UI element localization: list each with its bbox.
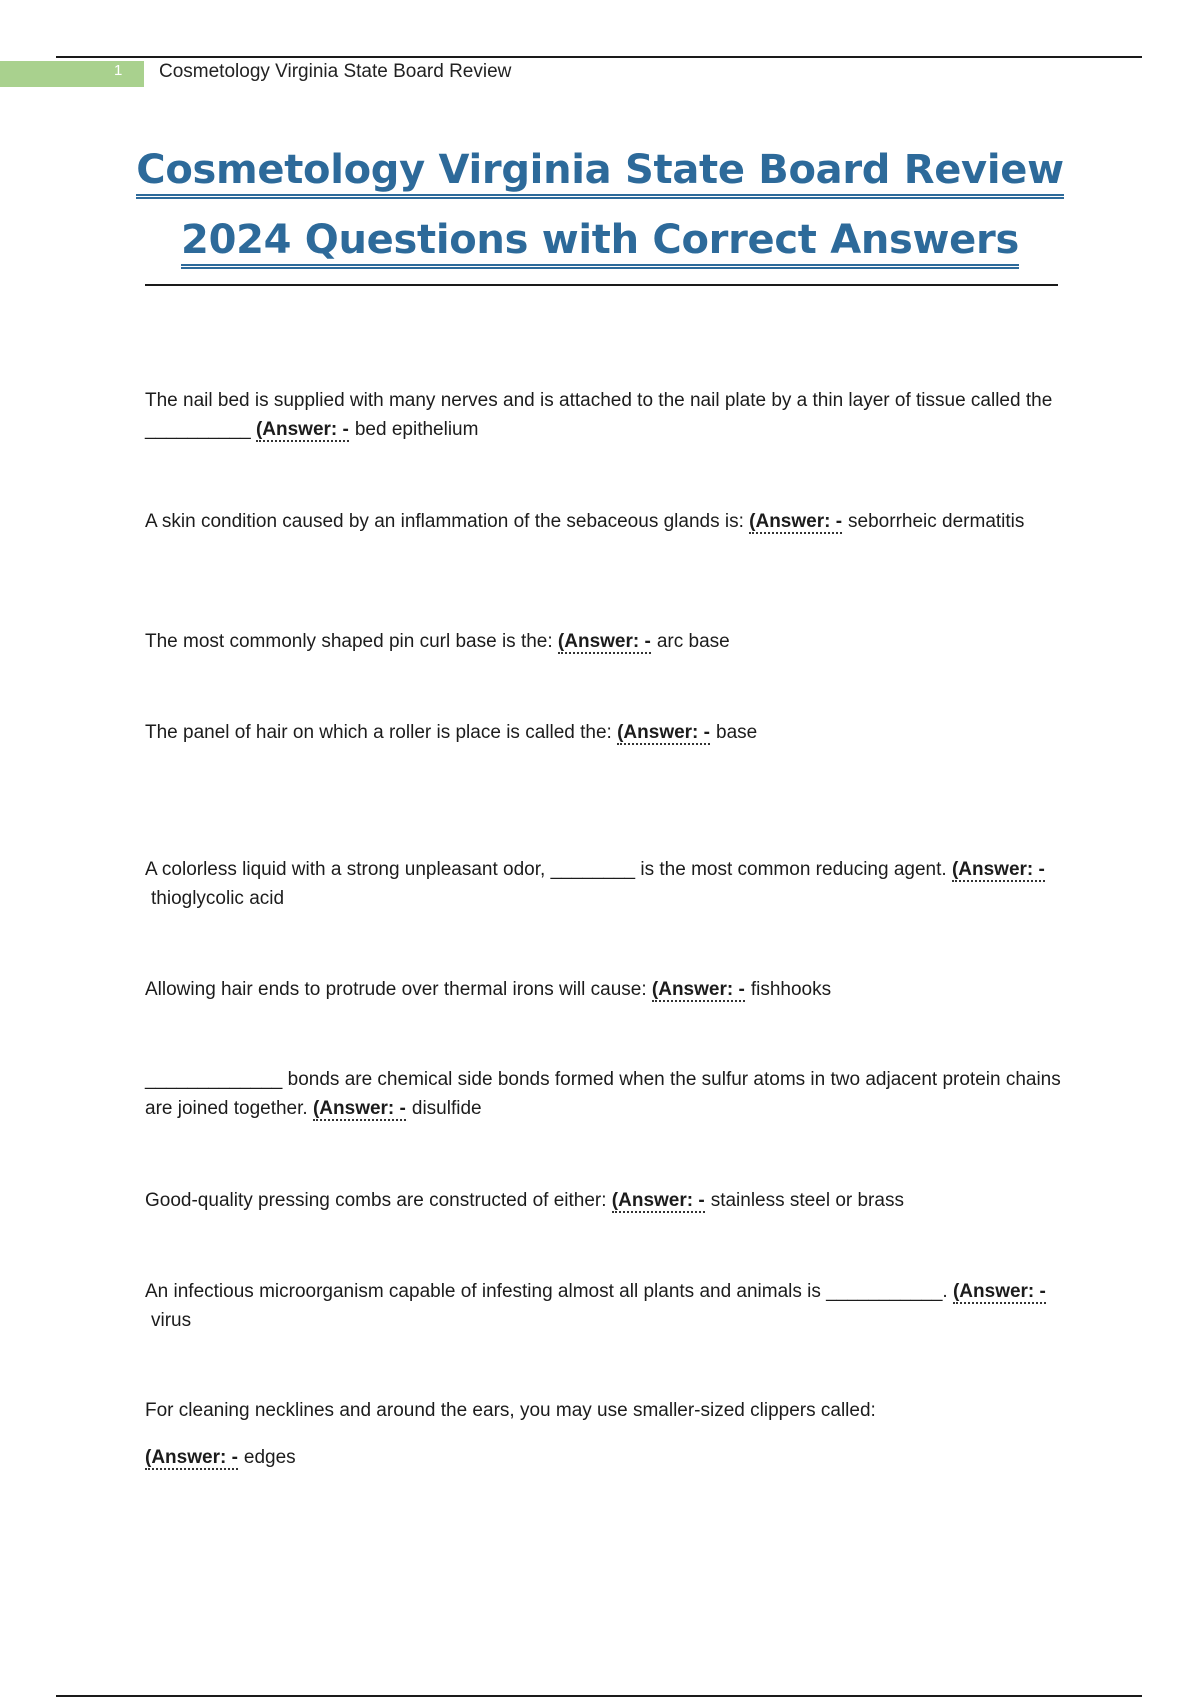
answer-label: (Answer: - — [255, 419, 349, 440]
answer-label: (Answer: - — [951, 859, 1045, 880]
question-text: For cleaning necklines and around the ears, you may use smaller-sized clippers called: — [145, 1400, 876, 1421]
answer-label: (Answer: - — [611, 1190, 705, 1211]
answer-label: (Answer: - — [952, 1281, 1046, 1302]
answer-label: (Answer: - — [651, 979, 745, 1000]
question-item — [145, 386, 1075, 444]
document-title — [60, 146, 1140, 286]
answer-label: (Answer: - — [145, 1447, 238, 1468]
question-text: Good-quality pressing combs are constructed of either: — [145, 1190, 612, 1211]
answer-label: (Answer: - — [312, 1098, 406, 1119]
answer-label: (Answer: - — [617, 722, 710, 743]
answer-text: thioglycolic acid — [151, 888, 285, 909]
footer-rule — [56, 1695, 1142, 1697]
question-text: The most commonly shaped pin curl base is the: — [145, 631, 558, 652]
running-header-title: Cosmetology Virginia State Board Review — [159, 61, 512, 82]
question-item — [145, 1277, 1075, 1335]
answer-text: disulfide — [411, 1098, 482, 1119]
question-item — [145, 855, 1075, 913]
title-line-1: Cosmetology Virginia State Board Review — [136, 146, 1063, 199]
answer-text: bed epithelium — [354, 419, 479, 440]
question-item — [145, 1186, 1075, 1215]
question-item — [145, 627, 1075, 656]
question-text: An infectious microorganism capable of infesting almost all plants and animals is ___________. — [145, 1281, 953, 1302]
question-item — [145, 507, 1075, 536]
question-item — [145, 975, 1075, 1004]
title-rule — [145, 284, 1058, 286]
title-line-2: 2024 Questions with Correct Answers — [181, 216, 1019, 269]
question-item — [145, 1396, 1075, 1472]
answer-label: (Answer: - — [749, 511, 843, 532]
answer-text: stainless steel or brass — [710, 1190, 904, 1211]
question-text: A skin condition caused by an inflammation of the sebaceous glands is: — [145, 511, 750, 532]
answer-text: fishhooks — [750, 979, 832, 1000]
question-text: A colorless liquid with a strong unpleasant odor, ________ is the most common reducing agent. — [145, 859, 952, 880]
question-text: _____________ bonds are chemical side bonds formed when the sulfur atoms in two adjacent protein chains are joined together. — [145, 1069, 1061, 1119]
answer-text: base — [716, 722, 758, 743]
question-text: The panel of hair on which a roller is place is called the: — [145, 722, 618, 743]
question-text: The nail bed is supplied with many nerves and is attached to the nail plate by a thin layer of tissue called the __________ — [145, 390, 1053, 440]
answer-label: (Answer: - — [557, 631, 651, 652]
page-number: 1 — [114, 62, 123, 79]
answer-text: virus — [151, 1310, 192, 1331]
page-number-tab — [0, 61, 144, 87]
question-item — [145, 1065, 1075, 1123]
answer-text: edges — [243, 1447, 296, 1468]
header-rule — [56, 56, 1142, 58]
question-text: Allowing hair ends to protrude over thermal irons will cause: — [145, 979, 652, 1000]
answer-text: seborrheic dermatitis — [848, 511, 1025, 532]
answer-text: arc base — [656, 631, 730, 652]
question-item — [145, 718, 1075, 747]
